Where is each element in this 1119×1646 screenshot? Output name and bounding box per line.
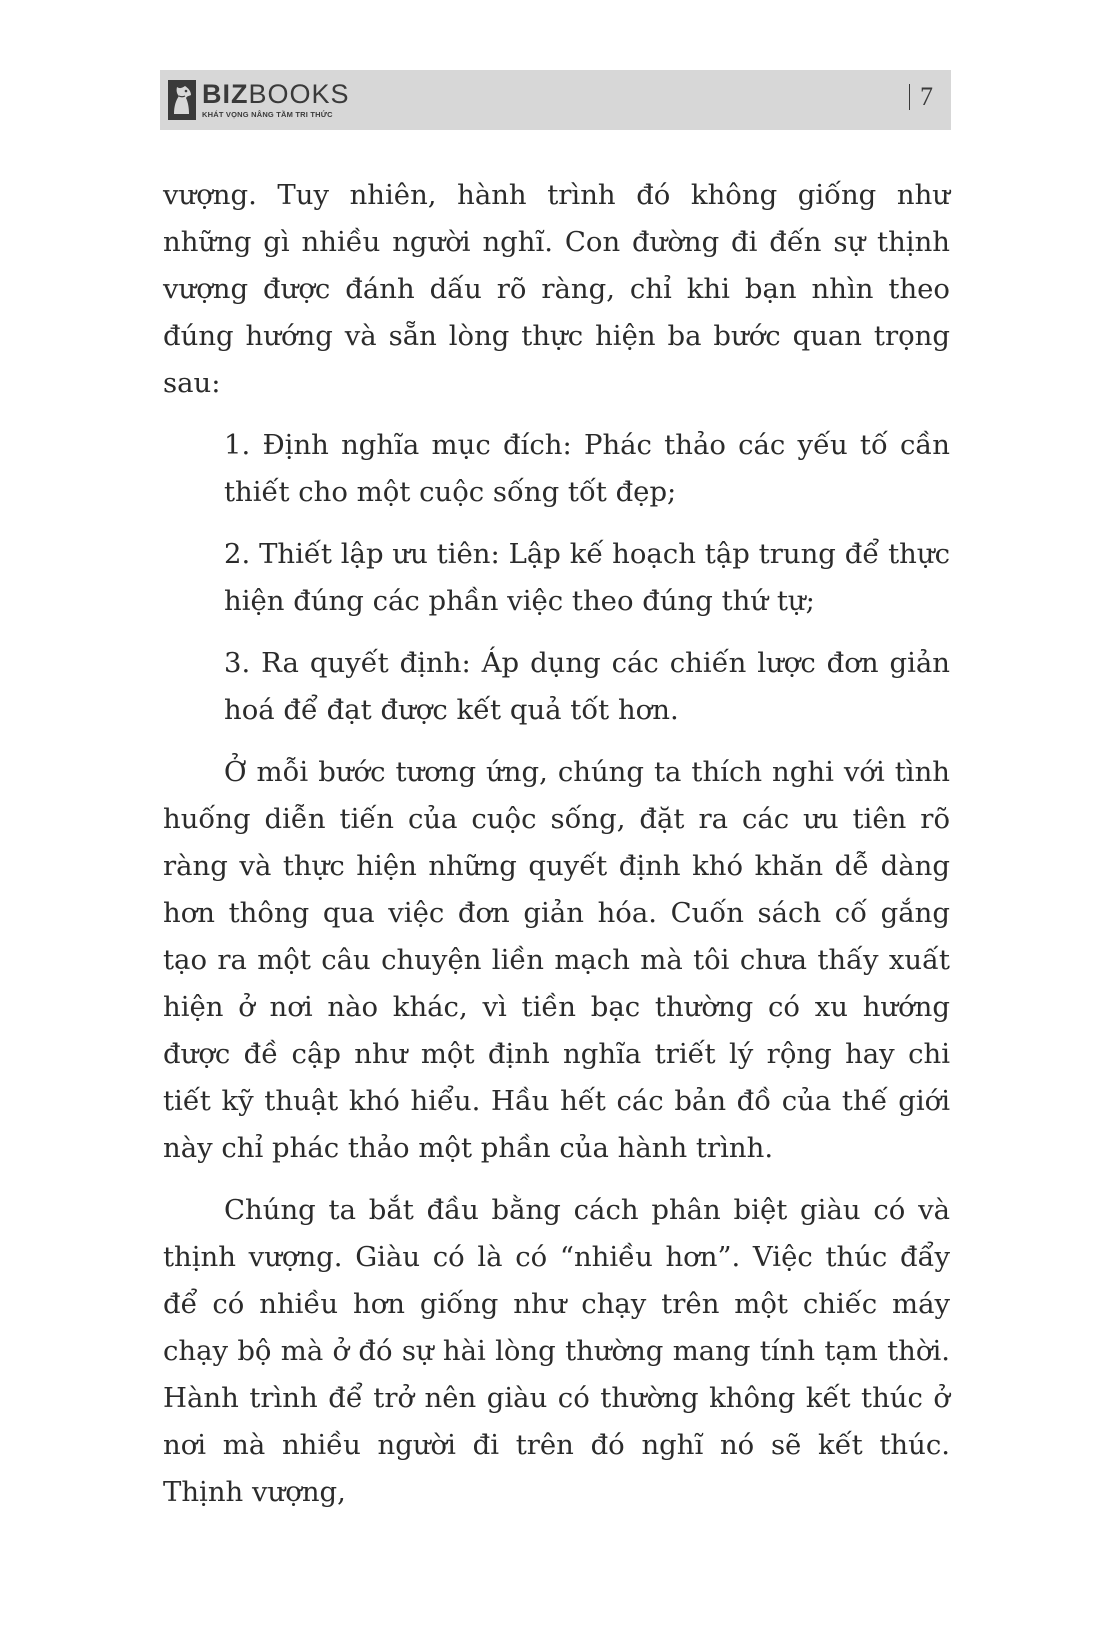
page-number: 7	[909, 84, 933, 110]
list-item: 1. Định nghĩa mục đích: Phác thảo các yếu tố cần thiết cho một cuộc sống tốt đẹp;	[224, 429, 950, 508]
logo-wordmark	[202, 81, 350, 108]
list-item: 2. Thiết lập ưu tiên: Lập kế hoạch tập trung để thực hiện đúng các phần việc theo đúng thứ tự;	[224, 538, 950, 617]
paragraph-2: Ở mỗi bước tương ứng, chúng ta thích nghi với tình huống diễn tiến của cuộc sống, đặt ra các ưu tiên rõ ràng và thực hiện những quyết định khó khăn dễ dàng hơn thông qua việc đơn giản hóa. Cuốn sách cố gắng tạo ra một câu chuyện liền mạch mà tôi chưa thấy xuất hiện ở nơi nào khác, vì tiền bạc thường có xu hướng được đề cập như một định nghĩa triết lý rộng hay chi tiết kỹ thuật khó hiểu. Hầu hết các bản đồ của thế giới này chỉ phác thảo một phần của hành trình.	[163, 756, 950, 1164]
steps-list	[163, 422, 950, 734]
logo-tagline: KHÁT VỌNG NÂNG TẦM TRI THỨC	[202, 110, 333, 120]
logo-books: BOOKS	[248, 79, 350, 110]
publisher-logo	[168, 75, 350, 125]
paragraph-1: vượng. Tuy nhiên, hành trình đó không giống như những gì nhiều người nghĩ. Con đường đi đến sự thịnh vượng được đánh dấu rõ ràng, chỉ khi bạn nhìn theo đúng hướng và sẵn lòng thực hiện ba bước quan trọng sau:	[163, 179, 950, 399]
horse-head-icon	[168, 80, 196, 120]
page-body	[163, 172, 950, 1516]
logo-biz: BIZ	[202, 79, 249, 110]
paragraph-3: Chúng ta bắt đầu bằng cách phân biệt giàu có và thịnh vượng. Giàu có là có “nhiều hơn”. Việc thúc đẩy để có nhiều hơn giống như chạy trên một chiếc máy chạy bộ mà ở đó sự hài lòng thường mang tính tạm thời. Hành trình để trở nên giàu có thường không kết thúc ở nơi mà nhiều người đi trên đó nghĩ nó sẽ kết thúc. Thịnh vượng,	[163, 1194, 950, 1508]
list-item: 3. Ra quyết định: Áp dụng các chiến lược đơn giản hoá để đạt được kết quả tốt hơn.	[224, 647, 950, 726]
